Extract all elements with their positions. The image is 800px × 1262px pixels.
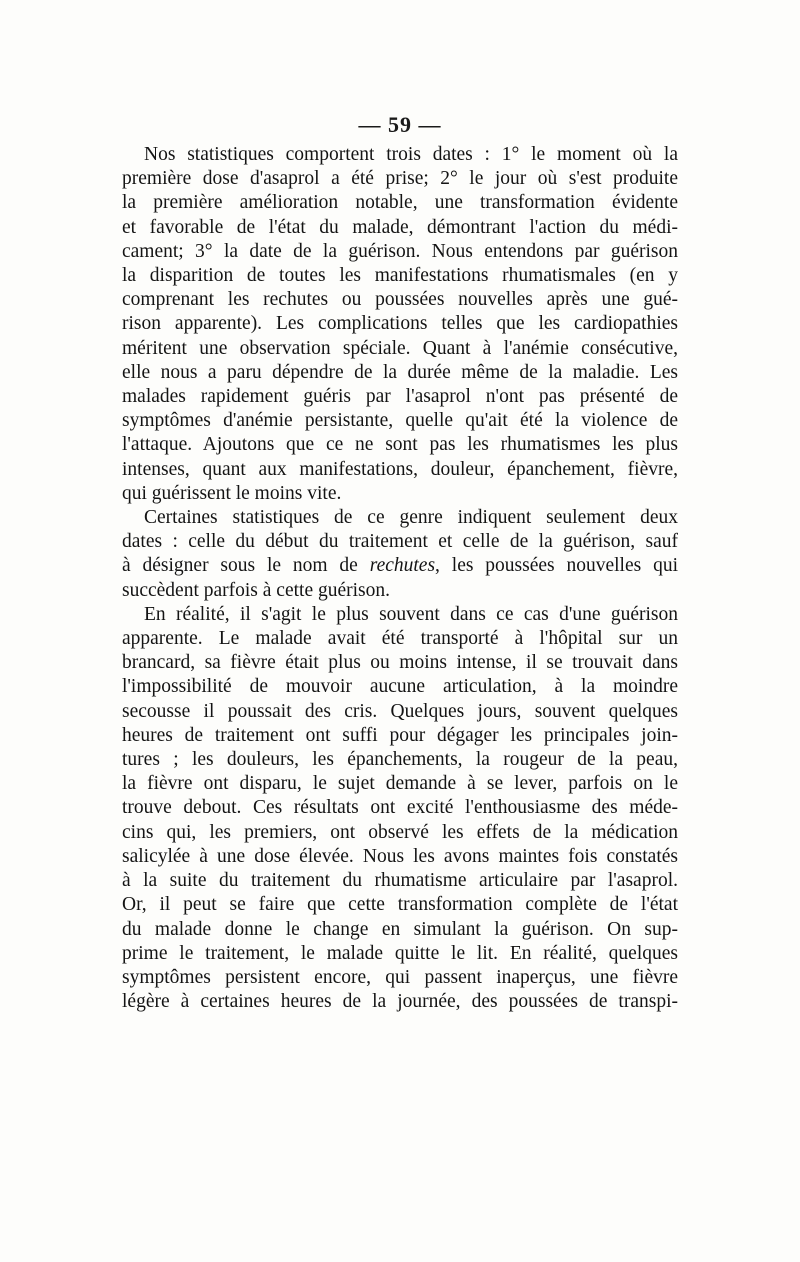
text-line: symptômes d'anémie persistante, quelle qu'ait été la violence de [122,410,678,432]
text-line: à la suite du traitement du rhumatisme articulaire par l'asaprol. [122,870,678,892]
text-line: malades rapidement guéris par l'asaprol n'ont pas présenté de [122,386,678,408]
text-line: tures ; les douleurs, les épanchements, la rougeur de la peau, [122,749,678,771]
text-line: légère à certaines heures de la journée, des poussées de transpi- [122,991,678,1013]
text-line-mixed [122,554,678,578]
text-line: secousse il poussait des cris. Quelques jours, souvent quelques [122,700,678,722]
text-run: , les poussées nouvelles qui [435,555,678,577]
text-line: la première amélioration notable, une transformation évidente [122,192,678,214]
text-line: trouve debout. Ces résultats ont excité l'enthousiasme des méde- [122,797,678,819]
text-line: méritent une observation spéciale. Quant à l'anémie consécutive, [122,337,678,359]
text-line: qui guérissent le moins vite. [122,482,342,504]
text-line: l'attaque. Ajoutons que ce ne sont pas les rhumatismes les plus [122,434,678,456]
text-run: à désigner sous le nom de [122,555,370,577]
text-line: apparente. Le malade avait été transporté à l'hôpital sur un [122,628,678,650]
body-text [122,143,678,1014]
text-line: et favorable de l'état du malade, démontrant l'action du médi- [122,216,678,238]
text-line: la fièvre ont disparu, le sujet demande à se lever, parfois on le [122,773,678,795]
paragraph-2 [122,506,678,603]
text-line: dates : celle du début du traitement et celle de la guérison, sauf [122,531,678,553]
text-line: brancard, sa fièvre était plus ou moins intense, il se trouvait dans [122,652,678,674]
text-line: heures de traitement ont suffi pour dégager les principales join- [122,724,678,746]
text-line: Or, il peut se faire que cette transformation complète de l'état [122,894,678,916]
paragraph-1 [122,143,678,506]
text-line: intenses, quant aux manifestations, douleur, épanchement, fièvre, [122,458,678,480]
paragraph-3 [122,603,678,1014]
text-line: salicylée à une dose élevée. Nous les avons maintes fois constatés [122,845,678,867]
text-line: la disparition de toutes les manifestations rhumatismales (en y [122,265,678,287]
page-number: — 59 — [358,112,442,137]
text-line: cament; 3° la date de la guérison. Nous entendons par guérison [122,240,678,262]
text-line: l'impossibilité de mouvoir aucune articulation, à la moindre [122,676,678,698]
text-line: elle nous a paru dépendre de la durée même de la maladie. Les [122,361,678,383]
text-line: première dose d'asaprol a été prise; 2° le jour où s'est produite [122,168,678,190]
text-line: Nos statistiques comportent trois dates : 1° le moment où la [144,144,678,165]
text-line: du malade donne le change en simulant la guérison. On sup- [122,918,678,940]
text-line: succèdent parfois à cette guérison. [122,579,391,601]
text-line: comprenant les rechutes ou poussées nouvelles après une gué- [122,289,678,311]
italic-term: rechutes [369,555,436,577]
text-line: symptômes persistent encore, qui passent inaperçus, une fièvre [122,966,678,988]
text-line: prime le traitement, le malade quitte le lit. En réalité, quelques [122,942,678,964]
text-line: Certaines statistiques de ce genre indiquent seulement deux [144,507,678,529]
text-line: rison apparente). Les complications telles que les cardiopathies [122,313,678,335]
text-line: cins qui, les premiers, ont observé les effets de la médication [122,821,678,843]
text-line: En réalité, il s'agit le plus souvent dans ce cas d'une guérison [144,603,678,625]
